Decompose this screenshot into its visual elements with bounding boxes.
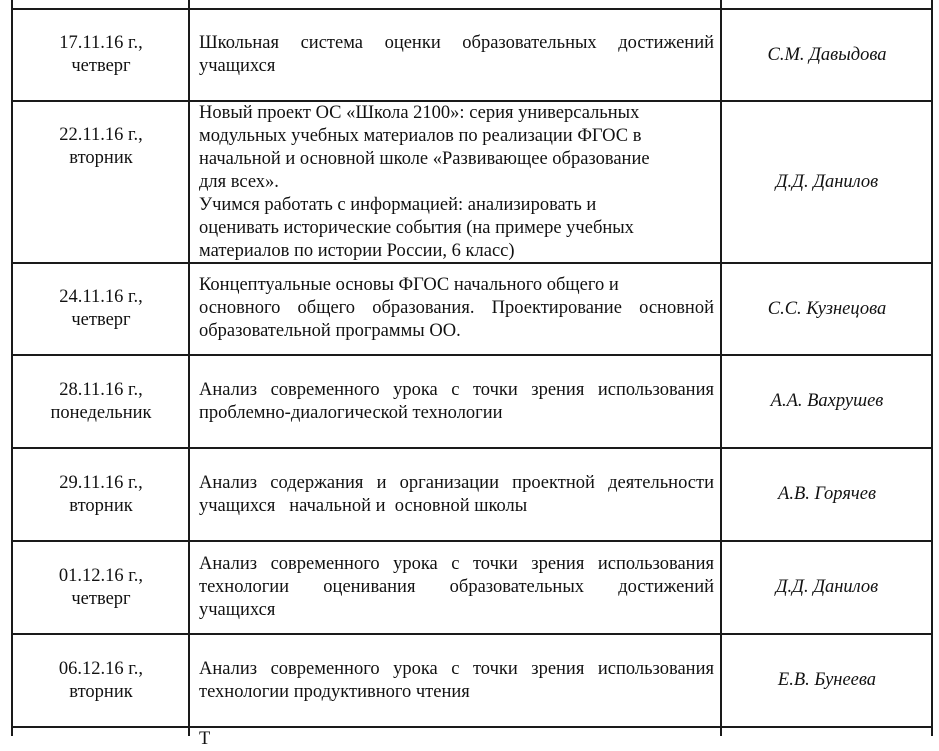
table-row-date-cell	[13, 102, 189, 262]
table-row-topic-cell	[199, 102, 714, 262]
topic-line: Школьная система оценки образовательных достижений	[199, 33, 714, 53]
table-row-date-cell	[13, 356, 189, 447]
topic-line: учащихся	[199, 56, 276, 76]
author-name: С.С. Кузнецова	[767, 298, 887, 319]
weekday-text: вторник	[69, 148, 133, 168]
table-row-date-cell	[13, 635, 189, 726]
weekday-text: четверг	[71, 588, 131, 609]
topic-line: Анализ современного урока с точки зрения использования	[199, 379, 714, 400]
topic-line: Учимся работать с информацией: анализировать и	[199, 195, 597, 215]
table-row-author-cell	[722, 264, 932, 354]
topic-line: образовательной программы ОО.	[199, 321, 461, 341]
date-text: 29.11.16 г.,	[59, 472, 143, 493]
cut-off-row-text: Т	[199, 729, 211, 749]
table-row-author-cell	[722, 356, 932, 447]
topic-line: материалов по истории России, 6 класс)	[199, 241, 515, 261]
topic-line: Новый проект ОС «Школа 2100»: серия универсальных	[199, 103, 640, 123]
topic-line: для всех».	[199, 172, 279, 192]
author-name: Д.Д. Данилов	[775, 577, 879, 597]
date-text: 01.12.16 г.,	[58, 565, 144, 586]
author-name: А.А. Вахрушев	[770, 391, 884, 411]
weekday-text: вторник	[69, 681, 133, 702]
topic-line: Анализ современного урока с точки зрения использования	[199, 554, 714, 574]
topic-line: модульных учебных материалов по реализации ФГОС в	[199, 126, 642, 146]
table-row-author-cell	[722, 102, 932, 262]
author-name: А.В. Горячев	[778, 484, 876, 504]
weekday-text: вторник	[69, 495, 133, 516]
row-divider	[11, 726, 933, 728]
topic-line: Концептуальные основы ФГОС начального общего и	[199, 275, 619, 295]
topic-line: учащихся начальной и основной школы	[199, 495, 528, 516]
topic-line: Анализ содержания и организации проектной деятельности	[199, 472, 714, 493]
author-name: Е.В. Бунеева	[777, 670, 877, 690]
topic-line: учащихся	[199, 600, 276, 620]
table-row-author-cell	[722, 542, 932, 633]
topic-line: технологии продуктивного чтения	[199, 681, 470, 702]
topic-line: основного общего образования. Проектирование основной	[199, 298, 714, 318]
topic-line: начальной и основной школе «Развивающее образование	[199, 149, 650, 169]
table-row-topic-cell	[199, 10, 714, 100]
date-text: 06.12.16 г.,	[58, 658, 144, 679]
weekday-text: четверг	[71, 56, 131, 76]
table-row-topic-cell	[199, 542, 714, 633]
author-name: С.М. Давыдова	[767, 44, 887, 65]
author-name: Д.Д. Данилов	[775, 171, 879, 192]
table-row-author-cell	[722, 449, 932, 540]
date-text: 24.11.16 г.,	[59, 287, 143, 307]
topic-line: Анализ современного урока с точки зрения использования	[199, 658, 714, 679]
topic-line: технологии оценивания образовательных достижений	[199, 577, 714, 597]
table-row-topic-cell	[199, 449, 714, 540]
table-row-date-cell	[13, 10, 189, 100]
topic-line: проблемно-диалогической технологии	[199, 402, 503, 423]
date-text: 22.11.16 г.,	[59, 125, 143, 145]
table-row-author-cell	[722, 635, 932, 726]
topic-line: оценивать исторические события (на примере учебных	[199, 218, 634, 238]
date-text: 28.11.16 г.,	[59, 379, 143, 400]
table-row-date-cell	[13, 542, 189, 633]
table-row-date-cell	[13, 264, 189, 354]
table-row-topic-cell	[199, 264, 714, 354]
table-row-topic-cell	[199, 635, 714, 726]
table-row-author-cell	[722, 10, 932, 100]
table-row-topic-cell	[199, 356, 714, 447]
date-text: 17.11.16 г.,	[59, 33, 143, 53]
weekday-text: понедельник	[50, 402, 152, 423]
weekday-text: четверг	[71, 310, 131, 330]
table-row-date-cell	[13, 449, 189, 540]
